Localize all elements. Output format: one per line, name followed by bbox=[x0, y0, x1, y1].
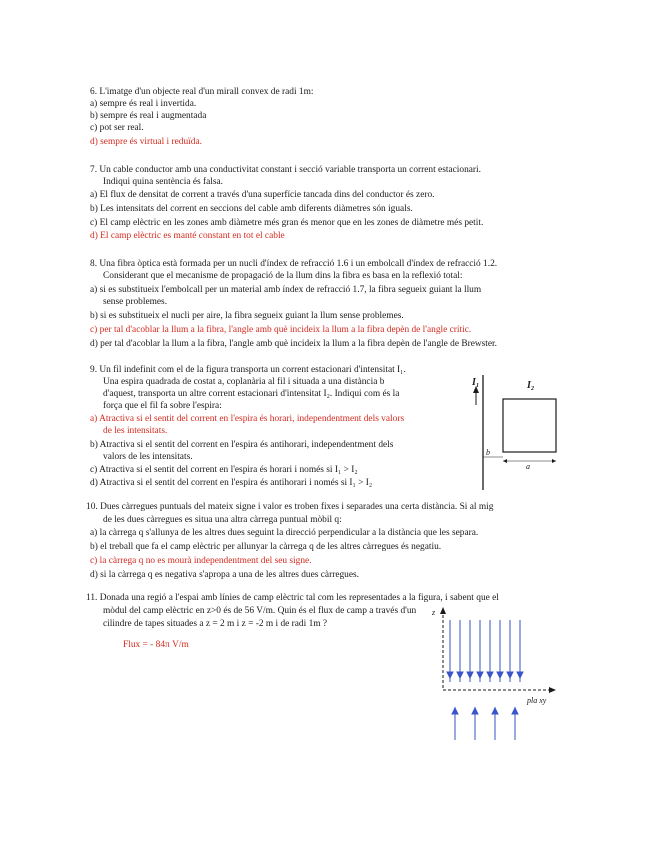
q7-option-a: a) El flux de densitat de corrent a través d'una superfície tancada dins del conductor és zero. bbox=[90, 190, 435, 200]
q9-title-cont-1: Una espira quadrada de costat a, coplanària al fil i situada a una distància b bbox=[103, 377, 385, 387]
q8-option-a-cont: sense problemes. bbox=[103, 297, 168, 307]
q11-label-plane: pla xy bbox=[527, 696, 547, 705]
q8-option-d: d) per tal d'acoblar la llum a la fibra, l'angle amb què incideix la llum a la fibra depèn de l'angle de Brewster. bbox=[90, 339, 497, 349]
q9-loop bbox=[503, 399, 556, 452]
q9-option-c: c) Atractiva si el sentit del corrent en l'espira és horari i només si I₁ > I₂ bbox=[90, 465, 358, 475]
q9-figure bbox=[466, 365, 576, 493]
q7-option-d-correct: d) El camp elèctric es manté constant en tot el cable bbox=[90, 231, 285, 241]
q6-option-d-correct: d) sempre és virtual i reduïda. bbox=[90, 137, 202, 147]
q10-title: 10. Dues càrregues puntuals del mateix signe i valor es troben fixes i separades una certa distància. Si al mig bbox=[86, 502, 494, 512]
q7-option-c: c) El camp elèctric en les zones amb diàmetre més gran és menor que en les zones de diàmetre més petit. bbox=[90, 218, 484, 228]
q11-answer: Flux = - 84π V/m bbox=[123, 640, 189, 650]
q9-option-b: b) Atractiva si el sentit del corrent en l'espira és antihorari, independentment dels bbox=[90, 440, 394, 450]
q8-option-a: a) si es substitueix l'embolcall per un material amb índex de refracció 1.7, la fibra segueix guiant la llum bbox=[90, 285, 482, 295]
q9-option-a-cont: de les intensitats. bbox=[103, 426, 168, 436]
q11-title: 11. Donada una regió a l'espai amb línies de camp elèctric tal com les representades a la figura, i sabent que el bbox=[86, 593, 499, 603]
q8-option-c-correct: c) per tal d'acoblar la llum a la fibra, l'angle amb què incideix la llum a la fibra depèn de l'angle crític. bbox=[90, 325, 472, 335]
q7-title-cont: Indiqui quina sentència és falsa. bbox=[103, 177, 224, 187]
q9-label-b: b bbox=[486, 448, 490, 457]
q8-option-b: b) si es substitueix el nucli per aire, la fibra segueix guiant la llum sense problemes. bbox=[90, 311, 404, 321]
q11-upper-field-lines bbox=[447, 620, 523, 682]
q11-title-cont-1: mòdul del camp elèctric en z>0 és de 56 V/m. Quin és el flux de camp a través d'un bbox=[103, 606, 417, 616]
q11-lower-field-lines bbox=[452, 707, 518, 740]
q9-label-I1: I₁ bbox=[472, 377, 480, 388]
q10-option-a: a) la càrrega q s'allunya de les altres dues seguint la direcció perpendicular a la distància que les separa. bbox=[90, 528, 479, 538]
q11-label-z: z bbox=[432, 608, 436, 617]
q9-label-I2: I₂ bbox=[527, 380, 535, 391]
q7-option-b: b) Les intensitats del corrent en seccions del cable amb diferents diàmetres són iguals. bbox=[90, 204, 413, 214]
q10-option-c-correct: c) la càrrega q no es mourà independentment del seu signe. bbox=[90, 556, 312, 566]
q9-option-d: d) Atractiva si el sentit del corrent en l'espira és antihorari i només si I₁ > I₂ bbox=[90, 478, 373, 488]
q6-option-c: c) pot ser real. bbox=[90, 123, 144, 133]
q9-option-b-cont: valors de les intensitats. bbox=[103, 452, 193, 462]
q10-title-cont: de les dues càrregues es situa una altra càrrega puntual mòbil q: bbox=[103, 515, 342, 525]
q7-title: 7. Un cable conductor amb una conductivitat constant i secció variable transporta un corrent estacionari. bbox=[90, 165, 481, 175]
q9-title: 9. Un fil indefinit com el de la figura transporta un corrent estacionari d'intensitat I₁. bbox=[90, 365, 406, 375]
q6-option-a: a) sempre és real i invertida. bbox=[90, 99, 197, 109]
q9-label-a: a bbox=[526, 462, 530, 471]
q11-figure bbox=[425, 602, 575, 742]
q8-title: 8. Una fibra òptica està formada per un nucli d'índex de refracció 1.6 i un embolcall d'índex de refracció 1.2. bbox=[90, 259, 498, 269]
q9-title-cont-2: d'aquest, transporta un altre corrent estacionari d'intensitat I₂. Indiqui com és la bbox=[103, 389, 400, 399]
q10-option-d: d) si la càrrega q es negativa s'apropa a una de les altres dues càrregues. bbox=[90, 570, 360, 580]
q6-option-b: b) sempre és real i augmentada bbox=[90, 111, 207, 121]
q9-option-a-correct: a) Atractiva si el sentit del corrent en l'espira és horari, independentment dels valors bbox=[90, 414, 405, 424]
q10-option-b: b) el treball que fa el camp elèctric per allunyar la càrrega q de les altres càrregues és negatiu. bbox=[90, 542, 442, 552]
q6-title: 6. L'imatge d'un objecte real d'un mirall convex de radi 1m: bbox=[90, 87, 314, 97]
q11-title-cont-2: cilindre de tapes situades a z = 2 m i z = -2 m i de radi 1m ? bbox=[103, 619, 328, 629]
q9-title-cont-3: força que el fil fa sobre l'espira: bbox=[103, 401, 222, 411]
q8-title-cont: Considerant que el mecanisme de propagació de la llum dins la fibra es basa en la reflexió total: bbox=[103, 271, 463, 281]
